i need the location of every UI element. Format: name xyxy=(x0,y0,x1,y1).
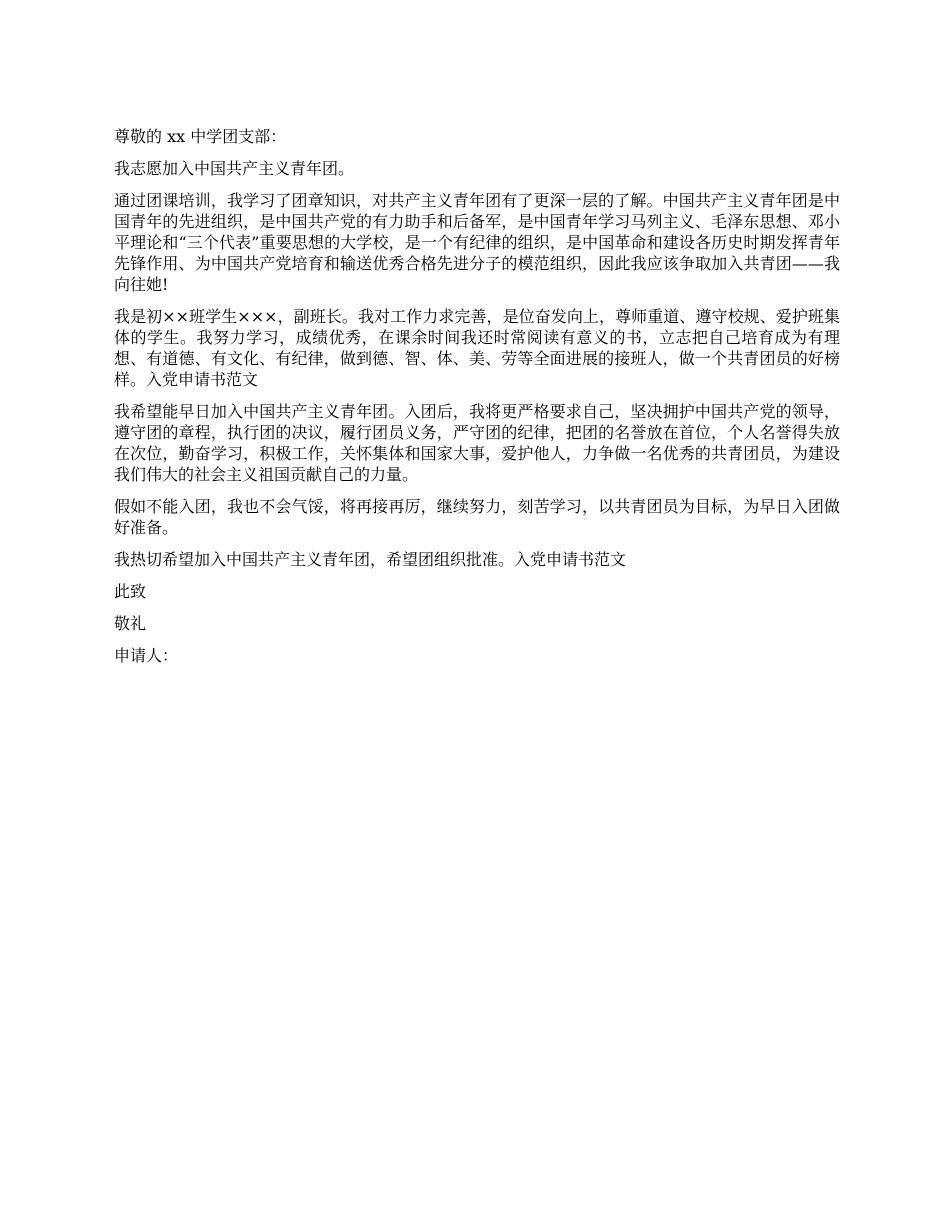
letter-signature-label: 申请人： xyxy=(114,646,179,665)
letter-salutation: 尊敬的 xx 中学团支部： xyxy=(114,127,287,146)
letter-paragraph-3: 我是初××班学生×××，副班长。我对工作力求完善，是位奋发向上，尊师重道、遵守校规、爱护班集体的学生。我努力学习，成绩优秀，在课余时间我还时常阅读有意义的书，立志把自己培育成为有理想、有道德、有文化、有纪律，做到德、智、体、美、劳等全面进展的接班人，做一个共青团员的好榜样。入党申请书范文 xyxy=(114,307,840,389)
letter-paragraph-4: 我希望能早日加入中国共产主义青年团。入团后，我将更严格要求自己，坚决拥护中国共产党的领导，遵守团的章程，执行团的决议，履行团员义务，严守团的纪律，把团的名誉放在首位，个人名誉得失放在次位，勤奋学习，积极工作，关怀集体和国家大事，爱护他人，力争做一名优秀的共青团员，为建设我们伟大的社会主义祖国贡献自己的力量。 xyxy=(114,402,840,484)
letter-paragraph-2: 通过团课培训，我学习了团章知识，对共产主义青年团有了更深一层的了解。中国共产主义青年团是中国青年的先进组织，是中国共产党的有力助手和后备军，是中国青年学习马列主义、毛泽东思想、邓小平理论和“三个代表”重要思想的大学校，是一个有纪律的组织，是中国革命和建设各历史时期发挥青年先锋作用、为中国共产党培育和输送优秀合格先进分子的模范组织，因此我应该争取加入共青团——我向往她! xyxy=(114,191,840,294)
letter-closing-2: 敬礼 xyxy=(114,614,147,633)
letter-closing-1: 此致 xyxy=(114,582,147,601)
letter-paragraph-6: 我热切希望加入中国共产主义青年团，希望团组织批准。入党申请书范文 xyxy=(114,550,627,569)
letter-paragraph-5: 假如不能入团，我也不会气馁，将再接再厉，继续努力，刻苦学习，以共青团员为目标，为早日入团做好准备。 xyxy=(114,497,840,537)
letter-body xyxy=(114,126,840,677)
letter-paragraph-1: 我志愿加入中国共产主义青年团。 xyxy=(114,159,355,178)
